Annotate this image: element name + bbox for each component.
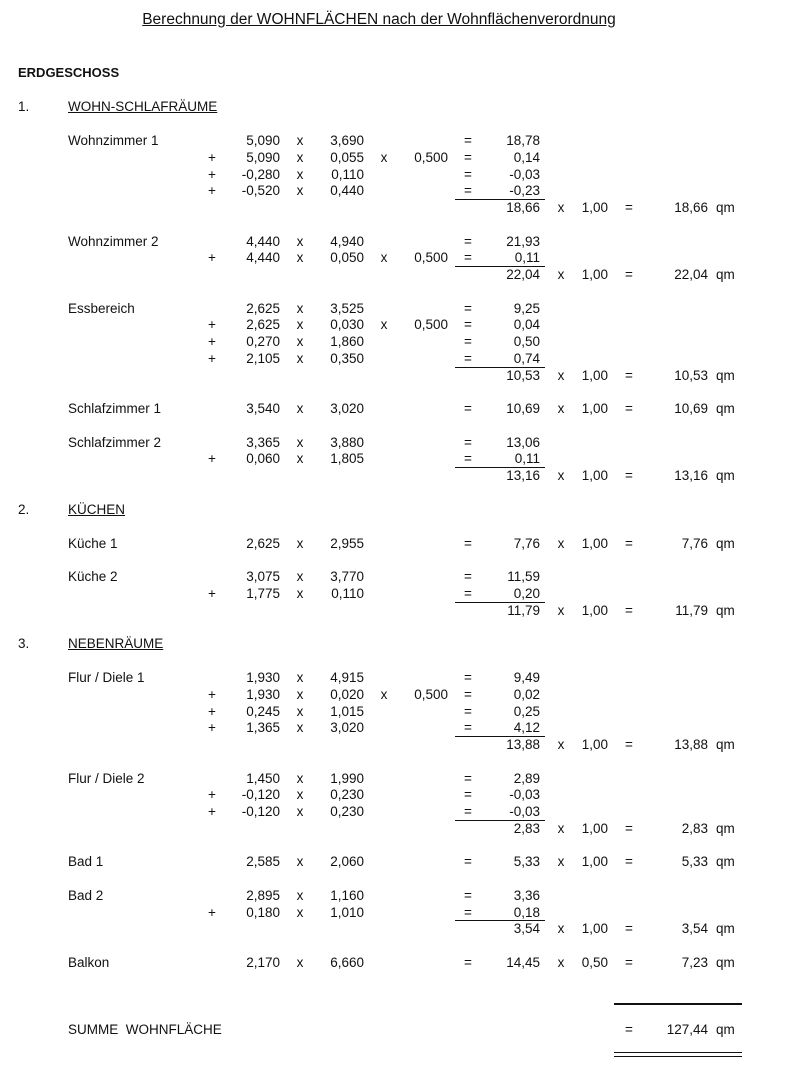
plus-sign: + bbox=[208, 317, 216, 333]
equals-sign: = bbox=[625, 921, 633, 937]
plus-sign: + bbox=[208, 166, 216, 182]
line-value: 4,12 bbox=[513, 720, 540, 736]
multiply-sign: x bbox=[296, 804, 304, 820]
room-total: 11,79 bbox=[675, 602, 708, 618]
equals-sign: = bbox=[464, 300, 472, 316]
multiply-sign: x bbox=[557, 854, 565, 870]
dimension-a: 2,170 bbox=[246, 954, 280, 970]
room-name: Flur / Diele 1 bbox=[68, 670, 145, 685]
multiply-sign: x bbox=[296, 954, 304, 970]
calc-line bbox=[0, 586, 790, 603]
multiply-sign: x bbox=[296, 317, 304, 333]
dimension-a: 4,440 bbox=[246, 250, 280, 266]
multiply-sign: x bbox=[296, 720, 304, 736]
dimension-a: 5,090 bbox=[246, 133, 280, 148]
equals-sign: = bbox=[464, 854, 472, 870]
subtotal: 11,79 bbox=[507, 602, 540, 618]
multiply-sign: x bbox=[296, 166, 304, 182]
room-name: Wohnzimmer 1 bbox=[68, 133, 159, 148]
line-value: 0,20 bbox=[513, 585, 540, 601]
dimension-a: 2,625 bbox=[246, 317, 280, 333]
subtotal: 10,53 bbox=[506, 367, 540, 383]
summary-total: 127,44 bbox=[666, 1022, 708, 1037]
calc-line bbox=[0, 301, 790, 318]
dimension-b: 2,955 bbox=[330, 535, 364, 551]
line-value: 11,59 bbox=[507, 569, 540, 584]
dimension-a: 5,090 bbox=[246, 149, 280, 165]
line-value: -0,23 bbox=[509, 183, 540, 199]
subtotal: 22,04 bbox=[506, 267, 540, 283]
dimension-a: 1,365 bbox=[246, 720, 280, 736]
dimension-a: 1,930 bbox=[246, 686, 280, 702]
factor: 1,00 bbox=[581, 854, 608, 870]
calc-line bbox=[0, 955, 790, 972]
equals-sign: = bbox=[464, 787, 472, 803]
room-name: Schlafzimmer 2 bbox=[68, 434, 162, 450]
unit: qm bbox=[716, 854, 735, 870]
calc-line bbox=[0, 670, 790, 687]
section-number: 3. bbox=[18, 636, 30, 651]
multiply-sign: x bbox=[296, 300, 304, 316]
factor: 1,00 bbox=[581, 401, 608, 417]
equals-sign: = bbox=[464, 569, 472, 584]
dimension-b: 1,015 bbox=[330, 703, 364, 719]
calc-line bbox=[0, 704, 790, 721]
unit: qm bbox=[716, 200, 735, 216]
multiply-sign: x bbox=[380, 686, 388, 702]
equals-sign: = bbox=[464, 133, 472, 148]
dimension-a: -0,520 bbox=[241, 183, 280, 199]
line-value: 21,93 bbox=[506, 233, 540, 249]
equals-sign: = bbox=[464, 720, 472, 736]
equals-sign: = bbox=[625, 468, 633, 484]
unit: qm bbox=[716, 602, 735, 618]
subtotal: 3,54 bbox=[513, 921, 540, 937]
equals-sign: = bbox=[464, 670, 472, 685]
multiply-sign: x bbox=[296, 686, 304, 702]
multiply-sign: x bbox=[296, 183, 304, 199]
subtotal-line bbox=[0, 368, 790, 385]
calc-line bbox=[0, 250, 790, 267]
line-value: 5,33 bbox=[513, 854, 540, 870]
plus-sign: + bbox=[208, 787, 216, 803]
multiply-sign: x bbox=[296, 770, 304, 786]
unit: qm bbox=[716, 1022, 735, 1037]
unit: qm bbox=[716, 468, 735, 484]
dimension-b: 2,060 bbox=[330, 854, 364, 870]
equals-sign: = bbox=[464, 585, 472, 601]
room-name: Schlafzimmer 1 bbox=[68, 401, 162, 417]
calc-line bbox=[0, 687, 790, 704]
line-value: 0,18 bbox=[513, 904, 540, 920]
section-number: 2. bbox=[18, 501, 30, 517]
equals-sign: = bbox=[625, 367, 633, 383]
subtotal-line bbox=[0, 921, 790, 938]
line-value: -0,03 bbox=[509, 787, 540, 803]
line-value: 7,76 bbox=[513, 535, 540, 551]
calc-line bbox=[0, 536, 790, 553]
line-value: 0,50 bbox=[513, 334, 540, 350]
line-value: 0,25 bbox=[513, 703, 540, 719]
dimension-a: 0,180 bbox=[246, 904, 280, 920]
floor-heading: ERDGESCHOSS bbox=[18, 65, 120, 80]
calc-line bbox=[0, 451, 790, 468]
dimension-a: 2,625 bbox=[246, 300, 280, 316]
multiply-sign: x bbox=[557, 821, 565, 836]
room-total: 2,83 bbox=[681, 821, 708, 836]
line-value: 0,04 bbox=[513, 317, 540, 333]
room-total: 7,76 bbox=[681, 535, 708, 551]
calc-line bbox=[0, 569, 790, 586]
calc-line bbox=[0, 183, 790, 200]
dimension-a: 0,270 bbox=[246, 334, 280, 350]
dimension-b: 0,230 bbox=[330, 804, 364, 820]
subtotal-line bbox=[0, 603, 790, 620]
plus-sign: + bbox=[208, 183, 216, 199]
equals-sign: = bbox=[464, 317, 472, 333]
equals-sign: = bbox=[464, 804, 472, 820]
room-name: Bad 2 bbox=[68, 887, 104, 903]
multiply-sign: x bbox=[296, 535, 304, 551]
dimension-a: -0,120 bbox=[241, 787, 280, 803]
summary-row bbox=[0, 1022, 790, 1039]
plus-sign: + bbox=[208, 334, 216, 350]
dimension-b: 3,525 bbox=[330, 300, 364, 316]
factor: 1,00 bbox=[581, 535, 608, 551]
equals-sign: = bbox=[625, 535, 633, 551]
line-value: 3,36 bbox=[513, 887, 540, 903]
equals-sign: = bbox=[464, 703, 472, 719]
plus-sign: + bbox=[208, 351, 216, 366]
dimension-b: 1,805 bbox=[330, 451, 364, 467]
unit: qm bbox=[716, 737, 735, 753]
line-value: 0,11 bbox=[514, 451, 540, 467]
dimension-b: 1,010 bbox=[330, 904, 364, 920]
room-total: 13,16 bbox=[674, 468, 708, 484]
line-value: 9,25 bbox=[513, 300, 540, 316]
line-value: 9,49 bbox=[513, 670, 540, 685]
equals-sign: = bbox=[464, 770, 472, 786]
dimension-a: 3,540 bbox=[246, 401, 280, 417]
multiply-sign: x bbox=[296, 434, 304, 450]
dimension-a: 1,450 bbox=[246, 770, 280, 786]
dimension-a: 2,105 bbox=[246, 351, 280, 366]
dimension-a: 2,625 bbox=[246, 535, 280, 551]
plus-sign: + bbox=[208, 686, 216, 702]
summary-double-underline-2 bbox=[614, 1056, 742, 1057]
multiply-sign: x bbox=[557, 954, 565, 970]
dimension-a: 3,365 bbox=[246, 434, 280, 450]
room-name: Bad 1 bbox=[68, 854, 104, 870]
subtotal: 13,88 bbox=[506, 737, 540, 753]
equals-sign: = bbox=[464, 887, 472, 903]
line-value: 10,69 bbox=[506, 401, 540, 417]
dimension-b: 0,350 bbox=[330, 351, 364, 366]
dimension-c: 0,500 bbox=[414, 317, 448, 333]
line-value: 0,11 bbox=[514, 250, 540, 266]
dimension-b: 3,690 bbox=[330, 133, 364, 148]
multiply-sign: x bbox=[296, 670, 304, 685]
unit: qm bbox=[716, 535, 735, 551]
equals-sign: = bbox=[464, 183, 472, 199]
multiply-sign: x bbox=[296, 233, 304, 249]
room-name: Essbereich bbox=[68, 300, 135, 316]
room-total: 22,04 bbox=[674, 267, 708, 283]
multiply-sign: x bbox=[380, 317, 388, 333]
multiply-sign: x bbox=[380, 149, 388, 165]
multiply-sign: x bbox=[557, 367, 565, 383]
equals-sign: = bbox=[625, 821, 633, 836]
dimension-b: 0,055 bbox=[330, 149, 364, 165]
multiply-sign: x bbox=[557, 535, 565, 551]
factor: 1,00 bbox=[581, 921, 608, 937]
room-name: Flur / Diele 2 bbox=[68, 770, 145, 786]
calc-line bbox=[0, 234, 790, 251]
dimension-b: 3,020 bbox=[330, 720, 364, 736]
subtotal-line bbox=[0, 737, 790, 754]
unit: qm bbox=[716, 954, 735, 970]
multiply-sign: x bbox=[557, 200, 565, 216]
calc-line bbox=[0, 435, 790, 452]
subtotal: 18,66 bbox=[506, 200, 540, 216]
multiply-sign: x bbox=[296, 787, 304, 803]
subtotal-line bbox=[0, 267, 790, 284]
dimension-a: -0,280 bbox=[241, 166, 280, 182]
line-value: 0,02 bbox=[513, 686, 540, 702]
dimension-a: 4,440 bbox=[246, 233, 280, 249]
multiply-sign: x bbox=[557, 602, 565, 618]
dimension-a: 1,775 bbox=[246, 585, 280, 601]
room-total: 3,54 bbox=[681, 921, 708, 937]
room-name: Balkon bbox=[68, 954, 110, 970]
line-value: -0,03 bbox=[509, 804, 540, 820]
calc-line bbox=[0, 351, 790, 368]
equals-sign: = bbox=[464, 401, 472, 417]
multiply-sign: x bbox=[296, 854, 304, 870]
calc-line bbox=[0, 133, 790, 150]
equals-sign: = bbox=[464, 904, 472, 920]
room-name: Wohnzimmer 2 bbox=[68, 233, 159, 249]
multiply-sign: x bbox=[557, 267, 565, 283]
calc-line bbox=[0, 317, 790, 334]
plus-sign: + bbox=[208, 720, 216, 736]
equals-sign: = bbox=[625, 954, 633, 970]
equals-sign: = bbox=[464, 451, 472, 467]
equals-sign: = bbox=[625, 737, 633, 753]
plus-sign: + bbox=[208, 451, 216, 467]
dimension-b: 1,990 bbox=[330, 770, 364, 786]
dimension-b: 0,050 bbox=[330, 250, 364, 266]
equals-sign: = bbox=[464, 535, 472, 551]
unit: qm bbox=[716, 367, 735, 383]
equals-sign: = bbox=[625, 854, 633, 870]
multiply-sign: x bbox=[296, 334, 304, 350]
summary-label: SUMME WOHNFLÄCHE bbox=[68, 1022, 222, 1037]
equals-sign: = bbox=[464, 250, 472, 266]
equals-sign: = bbox=[464, 954, 472, 970]
section-number: 1. bbox=[18, 99, 30, 114]
plus-sign: + bbox=[208, 703, 216, 719]
room-total: 5,33 bbox=[681, 854, 708, 870]
line-value: -0,03 bbox=[509, 166, 540, 182]
dimension-b: 6,660 bbox=[330, 954, 364, 970]
dimension-a: 2,585 bbox=[246, 854, 280, 870]
room-name: Küche 2 bbox=[68, 569, 118, 584]
line-value: 18,78 bbox=[506, 133, 540, 148]
multiply-sign: x bbox=[296, 904, 304, 920]
unit: qm bbox=[716, 921, 735, 937]
dimension-b: 3,880 bbox=[330, 434, 364, 450]
dimension-a: -0,120 bbox=[241, 804, 280, 820]
equals-sign: = bbox=[625, 401, 633, 417]
dimension-a: 0,245 bbox=[246, 703, 280, 719]
multiply-sign: x bbox=[380, 250, 388, 266]
unit: qm bbox=[716, 401, 735, 417]
dimension-b: 1,160 bbox=[330, 887, 364, 903]
summary-double-underline-1 bbox=[614, 1052, 742, 1053]
equals-sign: = bbox=[464, 351, 472, 366]
factor: 1,00 bbox=[581, 267, 608, 283]
plus-sign: + bbox=[208, 149, 216, 165]
dimension-b: 3,770 bbox=[330, 569, 364, 584]
multiply-sign: x bbox=[296, 351, 304, 366]
dimension-b: 0,230 bbox=[330, 787, 364, 803]
dimension-a: 3,075 bbox=[246, 569, 280, 584]
equals-sign: = bbox=[625, 602, 633, 618]
factor: 1,00 bbox=[581, 602, 608, 618]
section-title: WOHN-SCHLAFRÄUME bbox=[68, 99, 218, 114]
dimension-b: 1,860 bbox=[330, 334, 364, 350]
room-total: 7,23 bbox=[681, 954, 708, 970]
plus-sign: + bbox=[208, 585, 216, 601]
factor: 1,00 bbox=[581, 200, 608, 216]
multiply-sign: x bbox=[557, 468, 565, 484]
factor: 1,00 bbox=[581, 821, 608, 836]
multiply-sign: x bbox=[296, 133, 304, 148]
subtotal-line bbox=[0, 468, 790, 485]
calc-line bbox=[0, 150, 790, 167]
dimension-b: 3,020 bbox=[330, 401, 364, 417]
calc-line bbox=[0, 854, 790, 871]
multiply-sign: x bbox=[557, 401, 565, 417]
page-title: Berechnung der WOHNFLÄCHEN nach der Wohnflächenverordnung bbox=[142, 11, 616, 28]
unit: qm bbox=[716, 267, 735, 283]
equals-sign: = bbox=[464, 149, 472, 165]
calc-line bbox=[0, 167, 790, 184]
dimension-b: 0,110 bbox=[331, 166, 364, 182]
subtotal: 13,16 bbox=[506, 468, 540, 484]
equals-sign: = bbox=[464, 334, 472, 350]
room-total: 10,53 bbox=[674, 367, 708, 383]
subtotal-line bbox=[0, 821, 790, 838]
room-total: 18,66 bbox=[674, 200, 708, 216]
unit: qm bbox=[716, 821, 735, 836]
calc-line bbox=[0, 771, 790, 788]
section-title: NEBENRÄUME bbox=[68, 636, 164, 651]
plus-sign: + bbox=[208, 804, 216, 820]
calc-line bbox=[0, 905, 790, 922]
multiply-sign: x bbox=[296, 250, 304, 266]
factor: 0,50 bbox=[581, 954, 608, 970]
multiply-sign: x bbox=[296, 401, 304, 417]
dimension-b: 0,110 bbox=[331, 585, 364, 601]
multiply-sign: x bbox=[296, 703, 304, 719]
multiply-sign: x bbox=[296, 451, 304, 467]
equals-sign: = bbox=[625, 267, 633, 283]
multiply-sign: x bbox=[296, 887, 304, 903]
subtotal-line bbox=[0, 200, 790, 217]
equals-sign: = bbox=[464, 166, 472, 182]
calc-line bbox=[0, 401, 790, 418]
plus-sign: + bbox=[208, 250, 216, 266]
equals-sign: = bbox=[464, 434, 472, 450]
multiply-sign: x bbox=[296, 585, 304, 601]
equals-sign: = bbox=[625, 200, 633, 216]
room-total: 10,69 bbox=[674, 401, 708, 417]
dimension-b: 0,030 bbox=[330, 317, 364, 333]
dimension-a: 2,895 bbox=[246, 887, 280, 903]
dimension-b: 0,440 bbox=[330, 183, 364, 199]
dimension-a: 1,930 bbox=[246, 670, 280, 685]
equals-sign: = bbox=[464, 233, 472, 249]
line-value: 14,45 bbox=[506, 954, 540, 970]
calc-line bbox=[0, 804, 790, 821]
calc-line bbox=[0, 888, 790, 905]
room-name: Küche 1 bbox=[68, 535, 118, 551]
factor: 1,00 bbox=[581, 737, 608, 753]
equals-sign: = bbox=[464, 686, 472, 702]
summary-top-rule bbox=[614, 1003, 742, 1005]
calc-line bbox=[0, 787, 790, 804]
line-value: 2,89 bbox=[513, 770, 540, 786]
multiply-sign: x bbox=[296, 569, 304, 584]
dimension-c: 0,500 bbox=[414, 149, 448, 165]
dimension-b: 0,020 bbox=[330, 686, 364, 702]
dimension-b: 4,915 bbox=[330, 670, 364, 685]
multiply-sign: x bbox=[557, 921, 565, 937]
calc-line bbox=[0, 720, 790, 737]
dimension-b: 4,940 bbox=[330, 233, 364, 249]
room-total: 13,88 bbox=[674, 737, 708, 753]
multiply-sign: x bbox=[557, 737, 565, 753]
multiply-sign: x bbox=[296, 149, 304, 165]
section-title: KÜCHEN bbox=[68, 501, 126, 517]
line-value: 0,14 bbox=[513, 149, 540, 165]
plus-sign: + bbox=[208, 904, 216, 920]
calc-line bbox=[0, 334, 790, 351]
dimension-c: 0,500 bbox=[414, 250, 448, 266]
line-value: 0,74 bbox=[513, 351, 540, 366]
subtotal: 2,83 bbox=[513, 821, 540, 836]
dimension-c: 0,500 bbox=[414, 686, 448, 702]
dimension-a: 0,060 bbox=[246, 451, 280, 467]
equals-sign: = bbox=[625, 1022, 633, 1037]
factor: 1,00 bbox=[581, 468, 608, 484]
factor: 1,00 bbox=[581, 367, 608, 383]
line-value: 13,06 bbox=[506, 434, 540, 450]
